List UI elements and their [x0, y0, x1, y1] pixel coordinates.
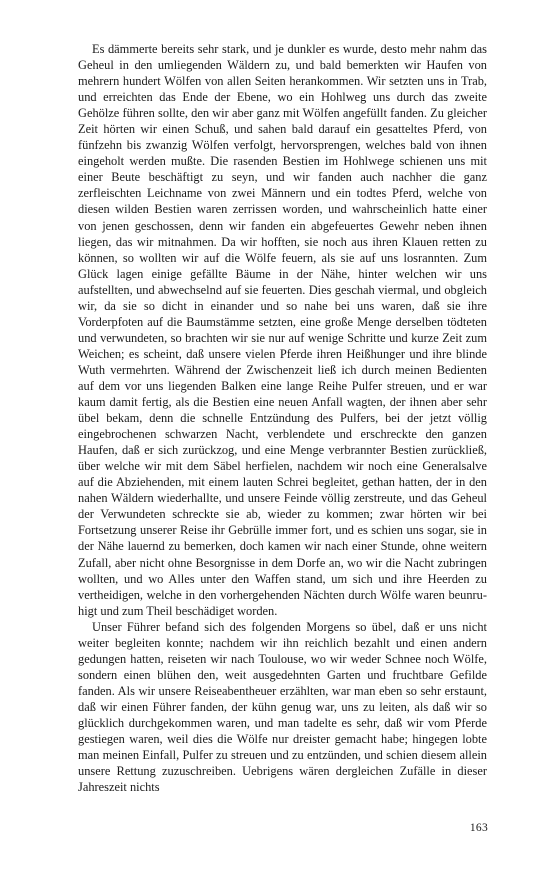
paragraph-2: Unser Führer befand sich des folgenden Morgens so übel, daß er uns nicht weiter begleiten konnte; nachdem wir ihn reichlich bezahlt und einen andern gedungen hatten, reiseten wir nach Toulouse, wo wir weder Schnee noch Wölfe, sondern einen blühen den, weit ausgedehnten Garten und fruchtbare Gefilde fanden. Als wir unsere Reiseabentheuer erzählten, war man eben so sehr erstaunt, daß wir einen Führer fanden, der kühn genug war, uns zu leiten, als daß wir so glücklich durchgekommen waren, und man tadelte es sehr, daß wir vom Pferde gestiegen waren, weil dies die Wölfe nur dreister gemacht habe; hingegen lobte man meinen Einfall, Pulfer zu streuen und zu entzünden, und schien diesem allein unsere Rettung zuzuschreiben. Uebrigens wären dergleichen Zufälle in dieser Jahreszeit nichts — [78, 619, 487, 795]
paragraph-1: Es dämmerte bereits sehr stark, und je dunkler es wurde, desto mehr nahm das Geheul in den umliegenden Wäldern zu, und bald bemerkten wir Haufen von mehrern hundert Wölfen von allen Seiten herankommen. Wir setzten uns in Trab, und erreichten das Ende der Ebene, wo ein Hohlweg uns durch das zweite Gehölze führen sollte, den wir aber ganz mit Wölfen angefüllt fanden. Zu gleicher Zeit hörten wir einen Schuß, und sahen bald darauf ein gesatteltes Pferd, von fünfzehn bis zwanzig Wölfen verfolgt, hervorsprengen, welches bald von ihnen eingeholt werden mußte. Die rasenden Bestien im Hohlwege schienen uns mit einer Beute beschäftigt zu seyn, und wir fanden auch nachher die ganz zerfleischten Leichname von zwei Männern und ein todtes Pferd, welche von diesen wilden Bestien waren zerrissen worden, und wahrscheinlich hatte einer von jenen geschossen, denn wir fanden ein abgefeuertes Gewehr neben ihnen liegen, das wir mitnahmen. Da wir hofften, sie noch aus ihren Klauen retten zu können, so wollten wir auf die Wölfe feuern, als sie auf uns losrannten. Zum Glück lagen einige gefällte Bäume in der Nähe, hinter welchen wir uns aufstellten, und abwechselnd auf sie feuerten. Dies geschah viermal, und obgleich wir, da sie so dicht in einander und so nahe bei uns waren, daß sie ihre Vorderpfoten auf die Baumstämme setzten, eine große Menge derselben tödteten und verwundeten, so brachten wir sie nur auf wenige Schritte und kurze Zeit zum Weichen; es scheint, daß unsere vielen Pferde ihren Heißhunger und ihre blinde Wuth vermehrten. Während der Zwischenzeit ließ ich durch meinen Bedienten auf dem vor uns liegenden Balken eine lange Reihe Pulfer streuen, und er war kaum damit fertig, als die Bestien eine neuen Anfall wagten, der ihnen aber sehr übel bekam, denn die schnelle Entzündung des Pulfers, bei der jetzt völlig eingebrochenen schwarzen Nacht, verblendete und erschreckte den ganzen Haufen, daß er sich zurückzog, und eine Menge verbrannter Bestien zurückließ, über welche wir mit dem Säbel herfielen, nachdem wir noch eine Generalsalve auf die Abziehenden, mit einem lauten Schrei begleitet, gethan hatten, der in den nahen Wäldern wiederhallte, und unsere Feinde völlig zerstreute, und das Geheul der Verwundeten schreckte sie ab, wieder zu kommen; zwar hörten wir bei Fortsetzung unserer Reise ihr Gebrülle immer fort, und es schien uns sogar, sie in der Nähe lauernd zu bemerken, doch kamen wir nach einer Stunde, ohne weitern Zufall, aber nicht ohne Besorgnisse in dem Dorfe an, wo wir die Nacht zubringen wollten, und wo Alles unter den Waffen stand, um sich und ihre Heerden zu vertheidigen, welche in den vorhergehenden Nächten durch Wölfe waren beunruhigt und zum Theil beschädiget worden. — [78, 42, 487, 618]
body-text — [78, 41, 487, 795]
page-number: 163 — [469, 822, 488, 834]
